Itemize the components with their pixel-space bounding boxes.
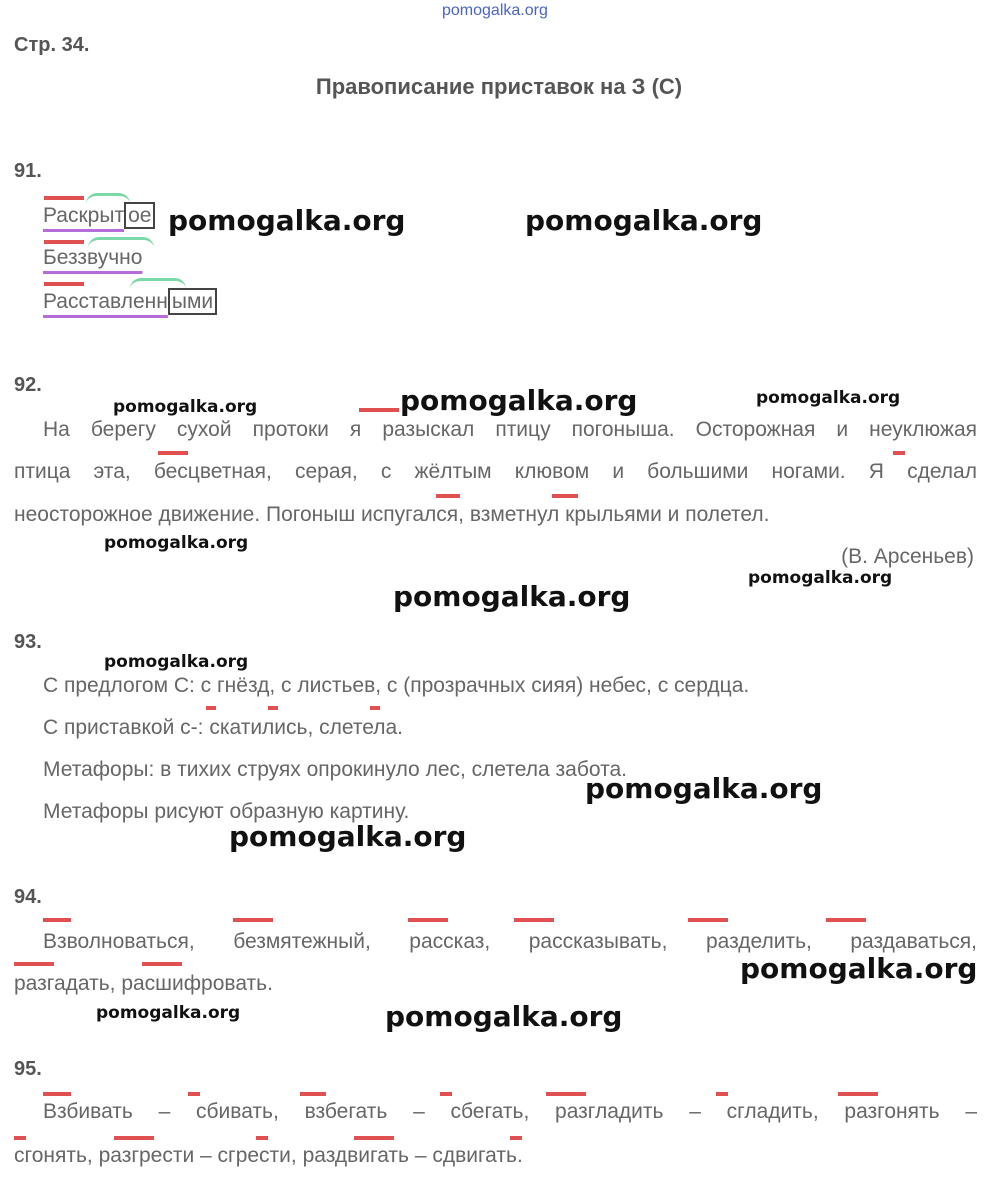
watermark: pomogalka.org [96,1003,241,1023]
ex91-word-3 [43,288,217,315]
prefix-mark [514,918,554,922]
prefix-mark [688,918,728,922]
prefix-mark [893,451,905,455]
prefix-mark [114,1136,154,1140]
exercise-94-number: 94. [14,886,42,908]
prefix-mark [359,408,399,412]
page-title: Правописание приставок на З (С) [315,74,683,99]
watermark: pomogalka.org [168,204,406,237]
prefix-mark [826,918,866,922]
ex94-line-2: разгадать, расшифровать. [14,972,273,995]
watermark: pomogalka.org [756,388,901,408]
prefix-mark [440,1092,452,1096]
prefix-mark [43,1092,71,1096]
ex93-line-2: С приставкой с-: скатились, слетела. [43,716,404,739]
exercise-92-number: 92. [14,374,42,396]
watermark: pomogalka.org [400,384,638,417]
prefix-mark [546,1092,586,1096]
prefix-mark [256,1136,268,1140]
prefix-mark [206,706,216,710]
watermark: pomogalka.org [104,533,249,553]
prefix-mark [370,706,380,710]
prefix-mark [158,451,188,455]
ex93-line-1: С предлогом С: с гнёзд, с листьев, с (прозрачных сияя) небес, с сердца. [43,674,750,697]
prefix-mark [44,282,84,286]
watermark: pomogalka.org [229,820,467,853]
stem-mark: Расставленн [43,290,168,313]
site-link[interactable]: pomogalka.org [442,2,548,19]
prefix-mark [838,1092,878,1096]
exercise-95-number: 95. [14,1058,42,1080]
stem-mark: Раскрыт [43,204,125,227]
ex94-line-1: Взволноваться, безмятежный, рассказ, рассказывать, разделить, раздаваться, [43,930,977,953]
prefix-mark [14,1136,26,1140]
ex92-line-1: На берегу сухой протоки я разыскал птицу погоныша. Осторожная и неуклюжая [43,418,977,441]
exercise-93-number: 93. [14,631,42,653]
watermark: pomogalka.org [393,580,631,613]
ex91-word-2 [43,246,142,270]
exercise-91-number: 91. [14,160,42,182]
prefix-mark [552,494,578,498]
ex95-line-2: сгонять, разгрести – сгрести, раздвигать – сдвигать. [14,1144,523,1167]
watermark: pomogalka.org [585,772,823,805]
ex91-word-1 [43,202,155,229]
prefix-mark [268,706,278,710]
prefix-mark [408,918,448,922]
ex92-author: (В. Арсеньев) [841,545,974,568]
ex93-line-3: Метафоры: в тихих струях опрокинуло лес, слетела забота. [43,758,627,781]
watermark: pomogalka.org [740,952,978,985]
prefix-mark [142,962,182,966]
prefix-mark [300,1092,326,1096]
prefix-mark [354,1136,394,1140]
watermark: pomogalka.org [385,1000,623,1033]
prefix-mark [44,196,84,200]
prefix-mark [43,918,71,922]
prefix-mark [188,1092,200,1096]
prefix-mark [716,1092,728,1096]
ex92-line-2: птица эта, бесцветная, серая, с жёлтым клювом и большими ногами. Я сделал [14,460,977,483]
stem-mark: Беззвучно [43,246,143,269]
prefix-mark [14,962,54,966]
watermark: pomogalka.org [525,204,763,237]
ending-box: ое [124,202,155,229]
prefix-mark [510,1136,522,1140]
watermark: pomogalka.org [748,568,893,588]
watermark: pomogalka.org [113,397,258,417]
page-number: Стр. 34. [14,34,90,56]
prefix-mark [44,240,84,244]
ex95-line-1: Взбивать – сбивать, взбегать – сбегать, разгладить – сгладить, разгонять – [43,1100,977,1123]
watermark: pomogalka.org [104,652,249,672]
prefix-mark [436,494,460,498]
ex93-line-4: Метафоры рисуют образную картину. [43,800,410,823]
prefix-mark [233,918,273,922]
ex92-line-3: неосторожное движение. Погоныш испугался, взметнул крыльями и полетел. [14,503,770,526]
ending-box: ыми [168,288,217,315]
